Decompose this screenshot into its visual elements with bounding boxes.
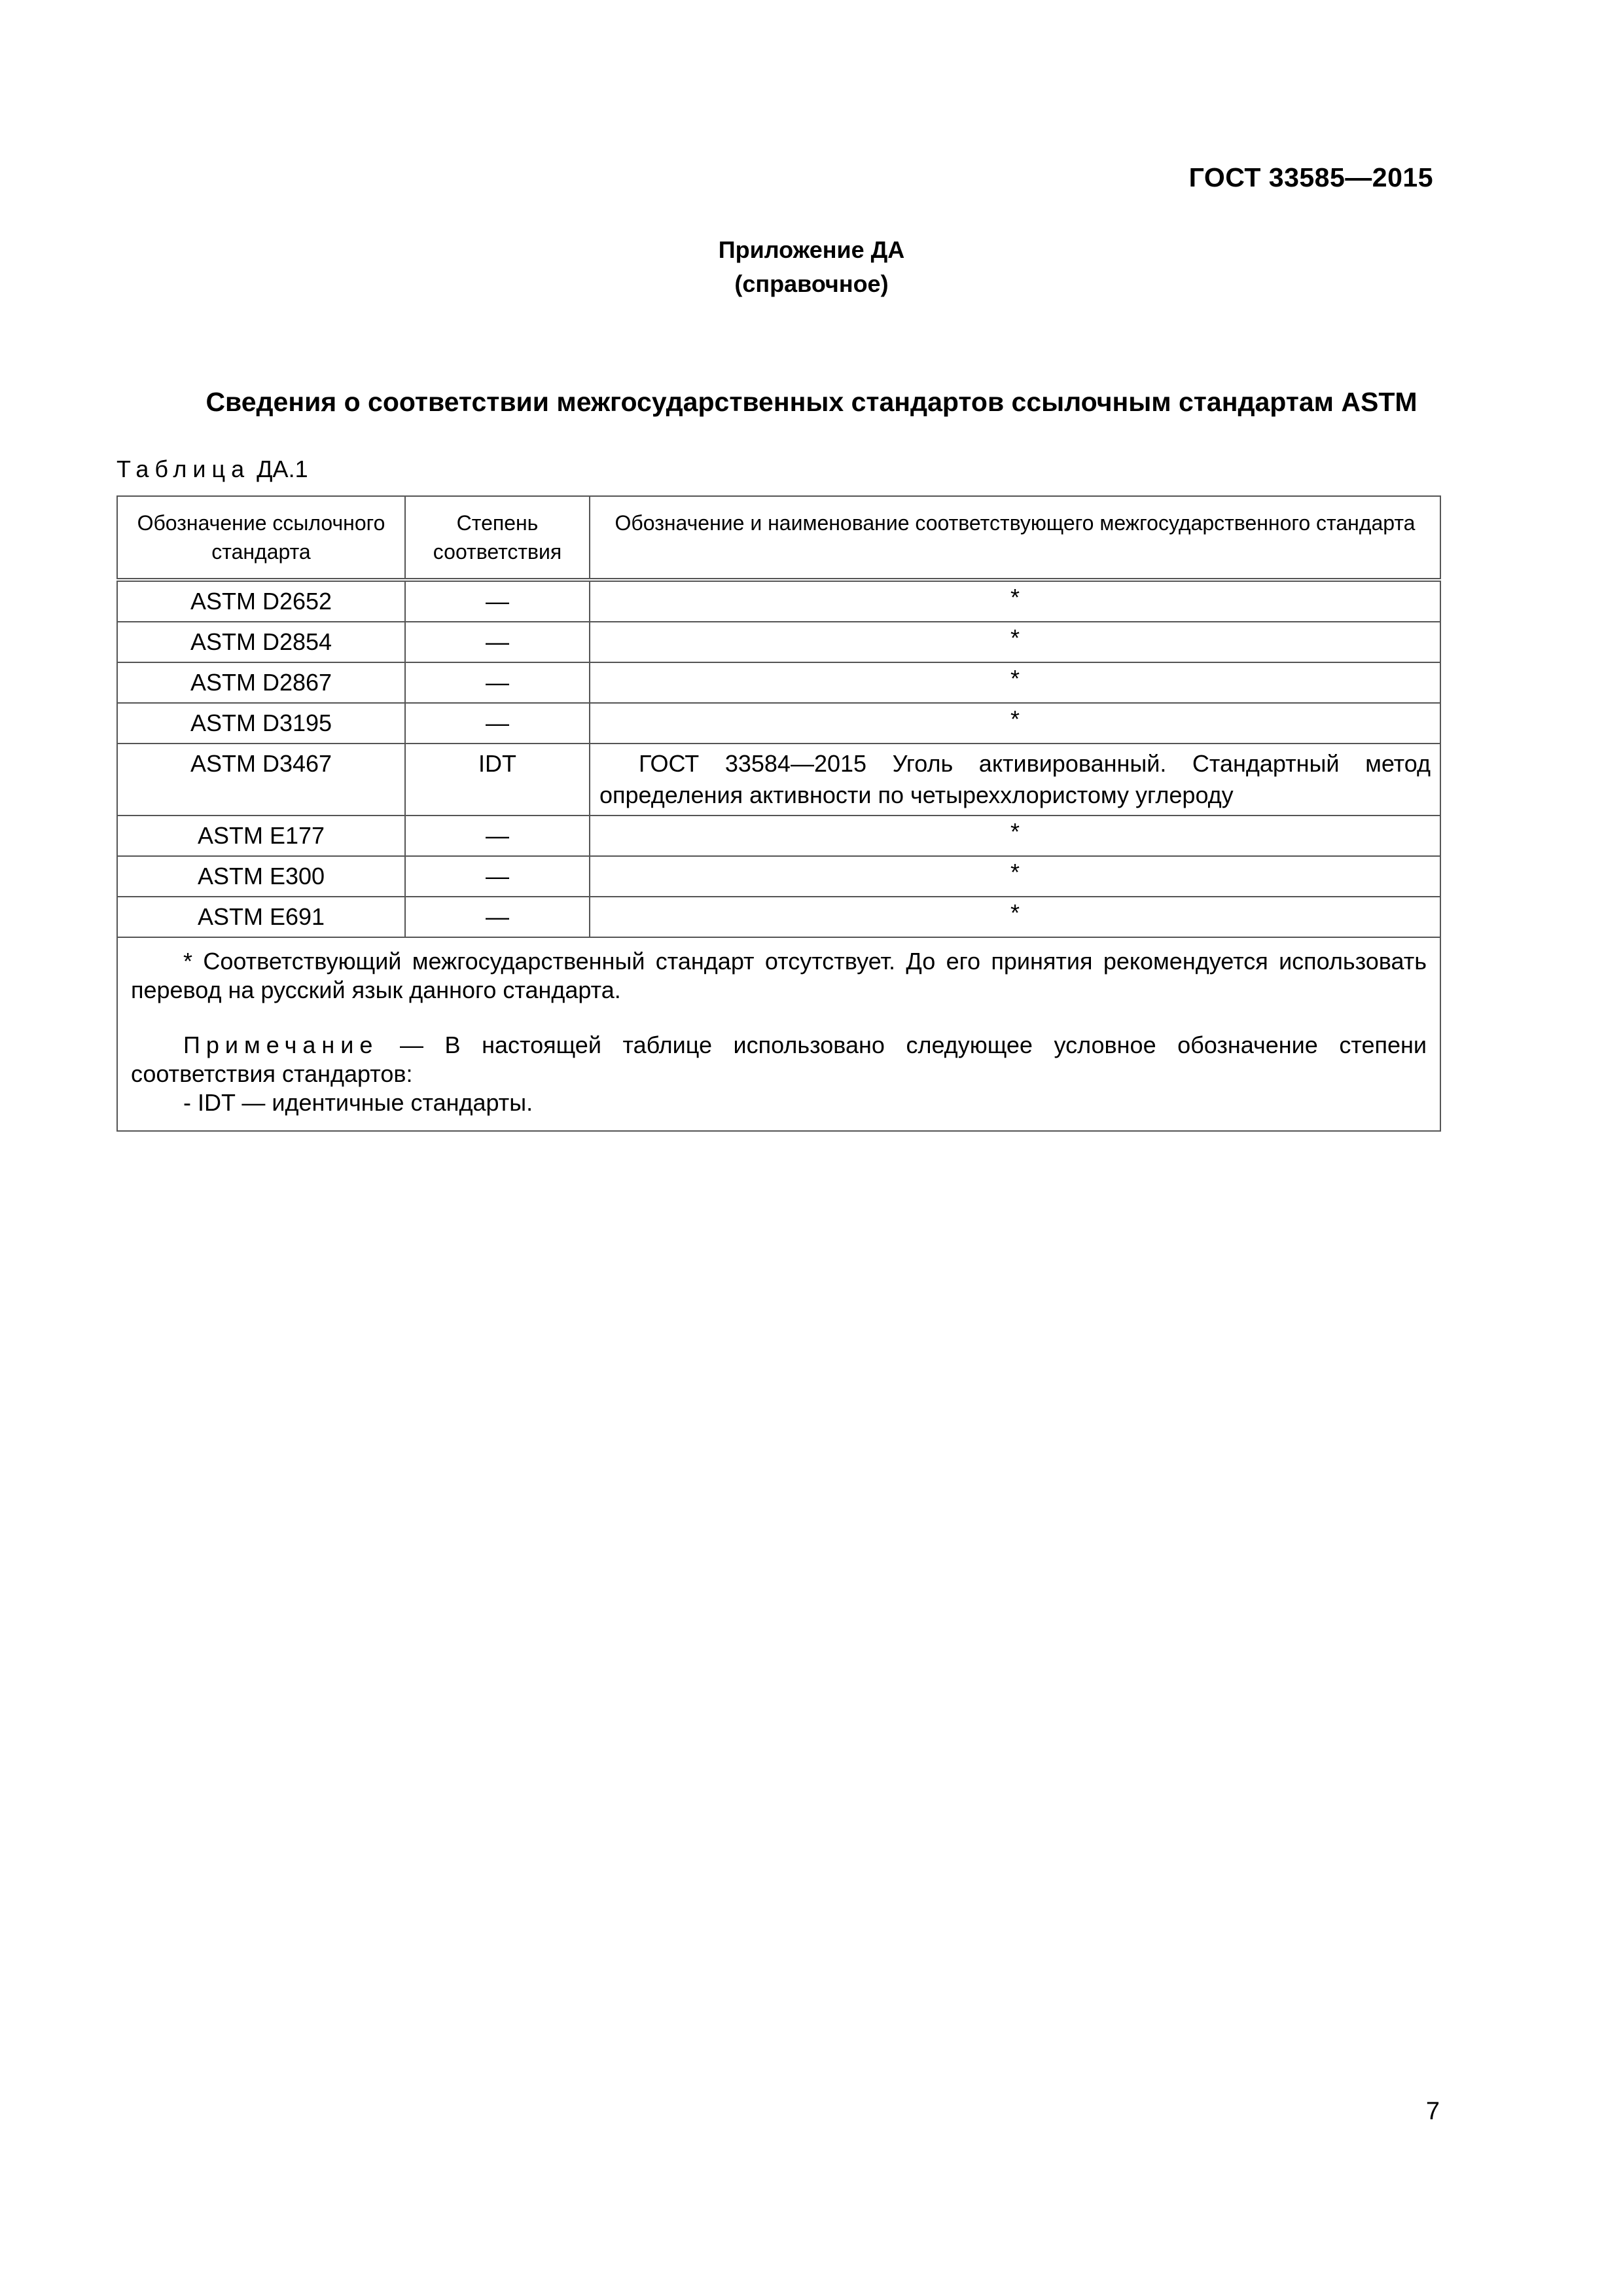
- footnote-marker: *: [1010, 584, 1020, 611]
- row-code: ASTM E300: [117, 856, 405, 897]
- table-row: [117, 897, 1440, 937]
- footnote-marker: *: [1010, 624, 1020, 651]
- table-footer-row: [117, 937, 1440, 1131]
- footnote-marker: *: [1010, 899, 1020, 926]
- row-degree: —: [405, 703, 590, 744]
- footnote-marker: *: [1010, 859, 1020, 886]
- row-code: ASTM E177: [117, 816, 405, 856]
- note: [131, 1031, 1427, 1088]
- row-name: [590, 703, 1440, 744]
- row-code: ASTM D2652: [117, 580, 405, 622]
- row-code: ASTM D3195: [117, 703, 405, 744]
- header-interstate-standard: Обозначение и наименование соответствующего межгосударственного стандарта: [590, 496, 1440, 580]
- row-name: [590, 622, 1440, 662]
- row-name: [590, 580, 1440, 622]
- table-row: [117, 856, 1440, 897]
- note-item: - IDT — идентичные стандарты.: [183, 1089, 533, 1116]
- table-notes: [117, 937, 1440, 1131]
- footnote-marker: *: [1010, 818, 1020, 845]
- row-code: ASTM D3467: [117, 744, 405, 816]
- row-degree: IDT: [405, 744, 590, 816]
- row-code: ASTM E691: [117, 897, 405, 937]
- table-header-row: [117, 496, 1440, 580]
- row-degree: —: [405, 816, 590, 856]
- table-label-number: ДА.1: [257, 456, 308, 482]
- row-name: [590, 816, 1440, 856]
- note-label: Примечание: [183, 1031, 379, 1058]
- row-name: [590, 856, 1440, 897]
- row-name: ГОСТ 33584—2015 Уголь активированный. Стандартный метод определения активности по четыреххлористому углероду: [590, 744, 1440, 816]
- section-title: Сведения о соответствии межгосударственных стандартов ссылочным стандартам ASTM: [205, 387, 1418, 417]
- footnote: * Соответствующий межгосударственный стандарт отсутствует. До его принятия рекомендуется использовать перевод на русский язык данного стандарта.: [131, 948, 1427, 1003]
- appendix-heading: [0, 233, 1623, 301]
- row-code: ASTM D2854: [117, 622, 405, 662]
- table-label: [116, 453, 308, 486]
- row-name: [590, 897, 1440, 937]
- table-row: [117, 744, 1440, 816]
- row-name: [590, 662, 1440, 703]
- note-text: — В настоящей таблице использовано следующее условное обозначение степени соответствия стандартов:: [131, 1031, 1427, 1087]
- appendix-subtitle: (справочное): [734, 270, 889, 297]
- table-row: [117, 703, 1440, 744]
- row-degree: —: [405, 897, 590, 937]
- table-label-word: Таблица: [116, 456, 251, 482]
- table-row: [117, 662, 1440, 703]
- appendix-title: Приложение ДА: [718, 236, 905, 263]
- header-degree: Степень соответствия: [405, 496, 590, 580]
- document-code: ГОСТ 33585—2015: [1188, 162, 1433, 192]
- row-code: ASTM D2867: [117, 662, 405, 703]
- row-degree: —: [405, 622, 590, 662]
- row-degree: —: [405, 662, 590, 703]
- header-reference-standard: Обозначение ссылочного стандарта: [117, 496, 405, 580]
- footnote-marker: *: [1010, 665, 1020, 692]
- table-row: [117, 580, 1440, 622]
- correspondence-table: [116, 495, 1441, 1132]
- table-row: [117, 816, 1440, 856]
- row-degree: —: [405, 856, 590, 897]
- page-number: 7: [1425, 2098, 1440, 2125]
- footnote-marker: *: [1010, 706, 1020, 732]
- table-row: [117, 622, 1440, 662]
- row-degree: —: [405, 580, 590, 622]
